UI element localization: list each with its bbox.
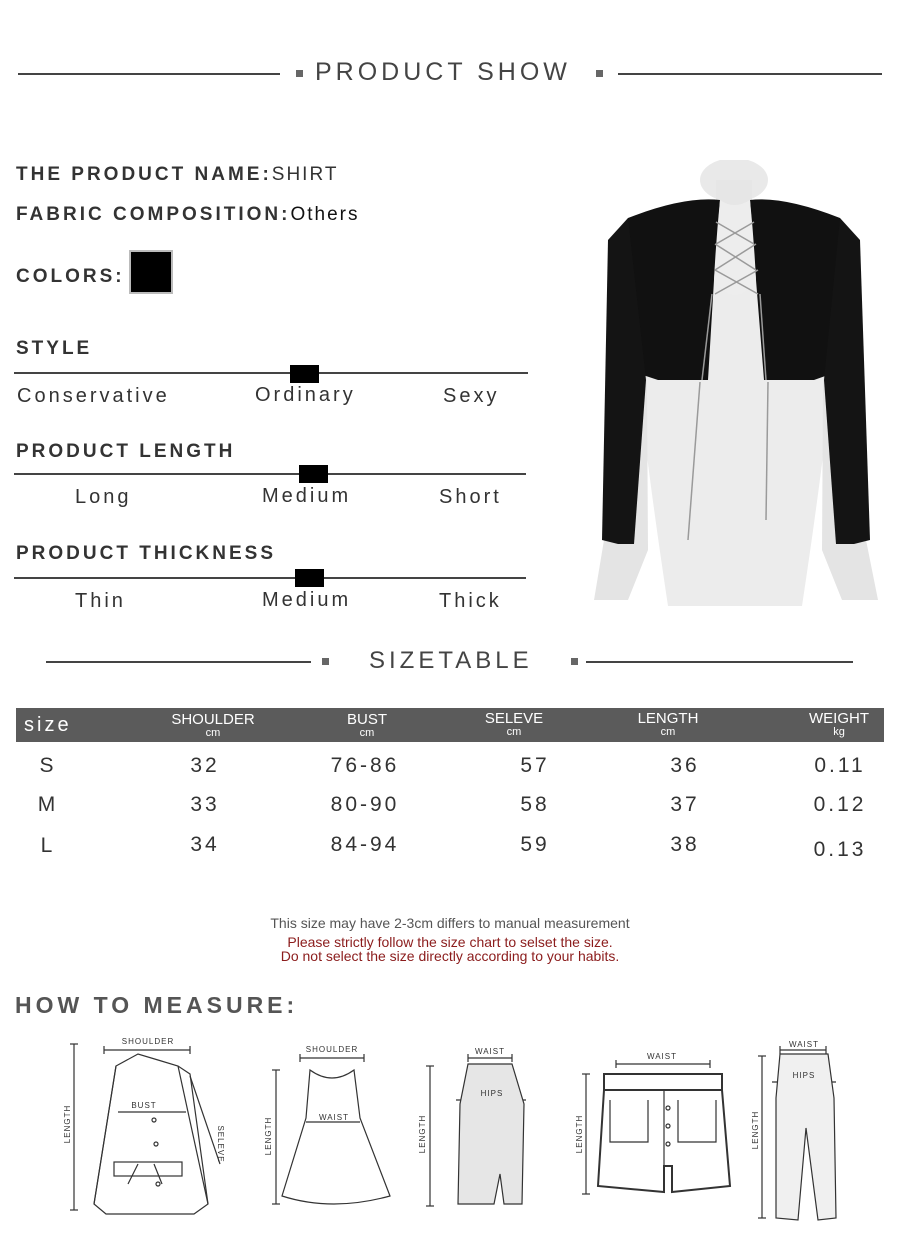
thickness-marker xyxy=(295,569,324,587)
pants-waist-label: WAIST xyxy=(788,1040,820,1049)
size-cell: M xyxy=(37,793,59,816)
weight-header-name: WEIGHT xyxy=(809,710,869,727)
weight-column-header xyxy=(784,711,894,737)
bust-column-header xyxy=(312,712,422,738)
thickness-option-thin: Thin xyxy=(75,590,126,612)
shoulder-cell: 33 xyxy=(190,793,220,816)
bust-cell: 80-90 xyxy=(330,793,400,816)
length-scale-line xyxy=(14,473,526,475)
shoulder-column-header xyxy=(158,712,268,738)
bust-cell: 84-94 xyxy=(330,833,400,856)
thickness-title: PRODUCT THICKNESS xyxy=(16,543,277,564)
length-cell: 38 xyxy=(670,833,700,856)
shirt-shoulder-label: SHOULDER xyxy=(121,1037,175,1046)
shoulder-cell: 34 xyxy=(190,833,220,856)
style-option-sexy: Sexy xyxy=(443,385,500,407)
length-column-header xyxy=(613,711,723,737)
product-name-label: THE PRODUCT NAME: xyxy=(16,164,272,185)
seleve-column-header xyxy=(459,711,569,737)
product-show-title: PRODUCT SHOW xyxy=(315,58,571,86)
seleve-cell: 59 xyxy=(520,833,550,856)
size-column-header: size xyxy=(24,714,72,736)
size-cell: L xyxy=(40,834,56,857)
shorts-waist-label: WAIST xyxy=(646,1052,678,1061)
length-cell: 36 xyxy=(670,754,700,777)
length-header-name: LENGTH xyxy=(637,710,699,727)
style-option-conservative: Conservative xyxy=(17,385,170,407)
length-option-short: Short xyxy=(439,486,502,508)
title-square-left xyxy=(296,70,303,77)
shoulder-cell: 32 xyxy=(190,754,220,777)
shorts-length-label: LENGTH xyxy=(575,1114,584,1154)
product-name-row xyxy=(16,164,338,186)
size-warning-2: Do not select the size directly according to your habits. xyxy=(280,948,620,964)
pants-measure-diagram xyxy=(748,1038,848,1224)
sizetable-rule-left xyxy=(46,661,311,663)
bust-header-name: BUST xyxy=(346,711,387,728)
length-option-long: Long xyxy=(75,486,132,508)
skirt-hips-label: HIPS xyxy=(480,1089,504,1098)
sizetable-rule-right xyxy=(586,661,853,663)
length-cell: 37 xyxy=(670,793,700,816)
sizetable-square-left xyxy=(322,658,329,665)
pants-length-label: LENGTH xyxy=(751,1110,760,1150)
product-photo xyxy=(588,160,882,606)
shorts-measure-diagram xyxy=(574,1046,744,1206)
shirt-bust-label: BUST xyxy=(131,1101,157,1110)
color-swatch[interactable] xyxy=(129,250,173,294)
size-warning-1: Please strictly follow the size chart to selset the size. xyxy=(287,934,613,950)
length-marker xyxy=(299,465,328,483)
size-table-header xyxy=(16,708,884,742)
shoulder-header-unit: cm xyxy=(205,727,221,739)
style-option-ordinary: Ordinary xyxy=(255,384,356,406)
bust-cell: 76-86 xyxy=(330,754,400,777)
product-name-value: SHIRT xyxy=(271,164,339,185)
dress-shoulder-label: SHOULDER xyxy=(305,1045,359,1054)
shirt-length-label: LENGTH xyxy=(63,1104,72,1144)
shirt-seleve-label: SELEVE xyxy=(216,1125,225,1163)
pants-hips-label: HIPS xyxy=(792,1071,816,1080)
bust-header-unit: cm xyxy=(359,727,375,739)
length-header-unit: cm xyxy=(660,726,676,738)
seleve-cell: 58 xyxy=(520,793,550,816)
thickness-scale-line xyxy=(14,577,526,579)
fabric-row xyxy=(16,204,359,226)
skirt-length-label: LENGTH xyxy=(418,1114,427,1154)
weight-header-unit: kg xyxy=(833,726,845,738)
size-cell: S xyxy=(39,754,57,777)
sizetable-square-right xyxy=(571,658,578,665)
seleve-header-unit: cm xyxy=(506,726,522,738)
fabric-label: FABRIC COMPOSITION: xyxy=(16,204,291,225)
length-option-medium: Medium xyxy=(262,485,352,507)
title-rule-right xyxy=(618,73,882,75)
dress-length-label: LENGTH xyxy=(264,1116,273,1156)
dress-measure-diagram xyxy=(260,1040,400,1210)
skirt-measure-diagram xyxy=(412,1044,542,1214)
title-rule-left xyxy=(18,73,280,75)
weight-cell: 0.13 xyxy=(813,838,867,861)
how-to-measure-title: HOW TO MEASURE: xyxy=(15,992,299,1018)
seleve-header-name: SELEVE xyxy=(484,710,544,727)
measurement-note: This size may have 2-3cm differs to manual measurement xyxy=(270,915,630,931)
colors-label: COLORS: xyxy=(16,266,125,287)
fabric-value: Others xyxy=(290,204,360,225)
shoulder-header-name: SHOULDER xyxy=(171,711,255,728)
shirt-measure-diagram xyxy=(58,1034,238,1220)
thickness-option-thick: Thick xyxy=(439,590,502,612)
style-scale-line xyxy=(14,372,528,374)
weight-cell: 0.12 xyxy=(813,793,867,816)
title-square-right xyxy=(596,70,603,77)
sizetable-title: SIZETABLE xyxy=(369,647,533,674)
thickness-option-medium: Medium xyxy=(262,589,352,611)
length-title: PRODUCT LENGTH xyxy=(16,441,236,462)
skirt-waist-label: WAIST xyxy=(474,1047,506,1056)
style-marker xyxy=(290,365,319,383)
seleve-cell: 57 xyxy=(520,754,550,777)
weight-cell: 0.11 xyxy=(814,754,866,777)
dress-waist-label: WAIST xyxy=(318,1113,350,1122)
style-title: STYLE xyxy=(16,338,93,359)
